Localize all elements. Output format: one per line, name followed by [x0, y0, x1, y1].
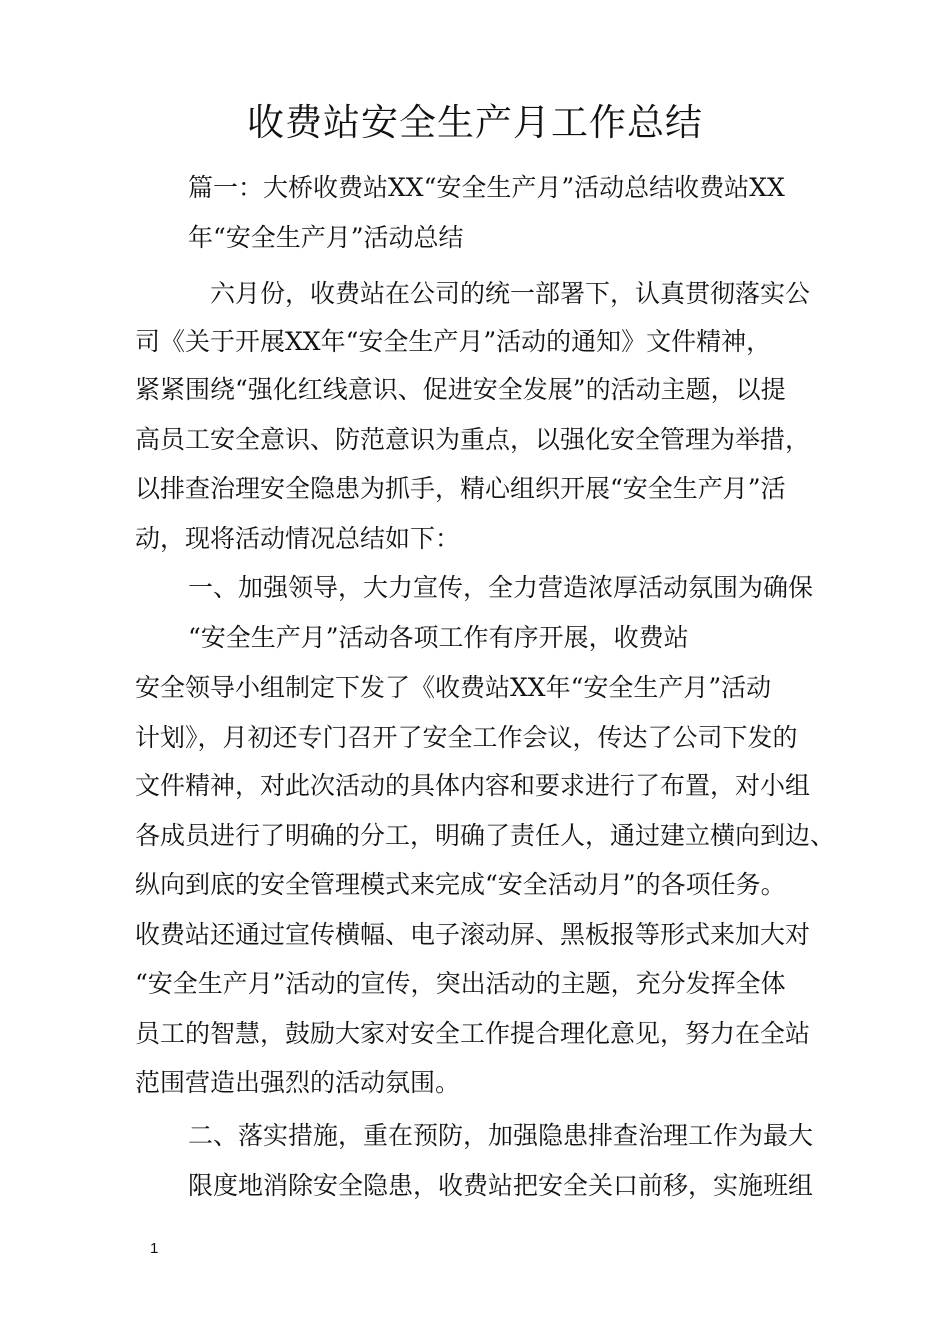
body-line: “安全生产月”活动的宣传，突出活动的主题，充分发挥全体: [135, 969, 786, 998]
page-number: 1: [150, 1240, 159, 1257]
body-line: 篇一：大桥收费站XX“安全生产月”活动总结收费站XX: [188, 173, 785, 202]
section-heading-line: 一、加强领导，大力宣传，全力营造浓厚活动氛围为确保: [188, 573, 814, 602]
body-line: 动，现将活动情况总结如下：: [135, 524, 461, 553]
body-line: 紧紧围绕“强化红线意识、促进安全发展”的活动主题，以提: [135, 375, 786, 404]
body-line: 年“安全生产月”活动总结: [188, 223, 464, 252]
body-line: 六月份，收费站在公司的统一部署下，认真贯彻落实公: [210, 279, 811, 308]
body-line: 各成员进行了明确的分工，明确了责任人，通过建立横向到边、: [135, 821, 836, 850]
body-line: 高员工安全意识、防范意识为重点，以强化安全管理为举措，: [135, 425, 811, 454]
body-line: 以排查治理安全隐患为抓手，精心组织开展“安全生产月”活: [135, 474, 786, 503]
body-line: 安全领导小组制定下发了《收费站XX年“安全生产月”活动: [135, 673, 772, 702]
body-line: 计划》，月初还专门召开了安全工作会议，传达了公司下发的: [135, 723, 798, 752]
body-line: 员工的智慧，鼓励大家对安全工作提合理化意见，努力在全站: [135, 1019, 811, 1048]
body-line: 收费站还通过宣传横幅、电子滚动屏、黑板报等形式来加大对: [135, 920, 811, 949]
body-line: 范围营造出强烈的活动氛围。: [135, 1068, 461, 1097]
body-line: 司《关于开展XX年“安全生产月”活动的通知》文件精神，: [135, 327, 772, 356]
section-heading-line: 二、落实措施，重在预防，加强隐患排查治理工作为最大: [188, 1121, 814, 1150]
body-line: 文件精神，对此次活动的具体内容和要求进行了布置，对小组: [135, 771, 811, 800]
body-line: 限度地消除安全隐患，收费站把安全关口前移，实施班组: [188, 1171, 814, 1200]
body-line: “安全生产月”活动各项工作有序开展，收费站: [188, 623, 689, 652]
body-line: 纵向到底的安全管理模式来完成“安全活动月”的各项任务。: [135, 870, 786, 899]
document-title: 收费站安全生产月工作总结: [247, 101, 703, 144]
